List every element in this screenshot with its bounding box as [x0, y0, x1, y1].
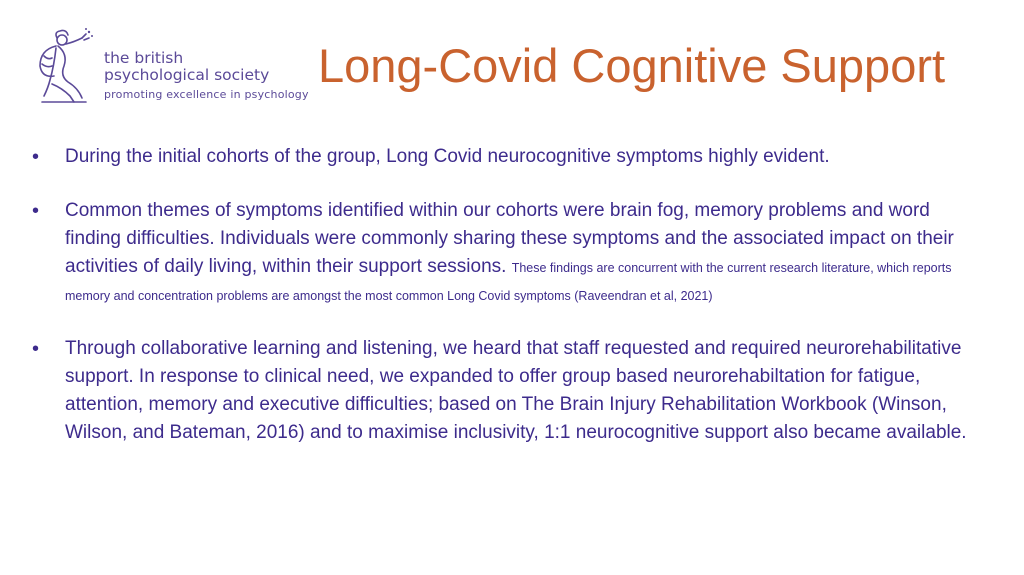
bullet-item [32, 335, 982, 447]
bullet-text: Common themes of symptoms identified within our cohorts were brain fog, memory problems and word finding difficulties. Individuals were commonly sharing these symptoms and the associated impact on their activities of daily living, within their support sessions. [65, 200, 954, 277]
bullet-item [32, 143, 982, 171]
bullet-dot-icon: • [32, 338, 40, 360]
logo-tagline: promoting excellence in psychology [104, 88, 309, 101]
bullet-dot-icon: • [32, 146, 40, 168]
bullet-list [32, 143, 982, 447]
psyche-figure-icon [34, 26, 102, 106]
bullet-citation-note: These findings are concurrent with the current research literature, which reports memory and concentration problems are amongst the most common Long Covid symptoms (Raveendran et al, 2021) [65, 261, 952, 303]
bullet-dot-icon: • [32, 200, 40, 222]
logo-wordmark [104, 50, 309, 103]
bps-logo [34, 26, 309, 106]
logo-line-2: psychological society [104, 66, 270, 84]
bullet-text: During the initial cohorts of the group, Long Covid neurocognitive symptoms highly evident. [65, 146, 830, 167]
bullet-text: Through collaborative learning and listening, we heard that staff requested and required neurorehabilitative support. In response to clinical need, we expanded to offer group based neurorehabiltation for fatigue, attention, memory and executive difficulties; based on The Brain Injury Rehabilitation Workbook (Winson, Wilson, and Bateman, 2016) and to maximise inclusivity, 1:1 neurocognitive support also became available. [65, 338, 967, 443]
bullet-item [32, 197, 982, 309]
slide-title: Long-Covid Cognitive Support [318, 39, 946, 92]
logo-line-1: the british [104, 49, 184, 67]
